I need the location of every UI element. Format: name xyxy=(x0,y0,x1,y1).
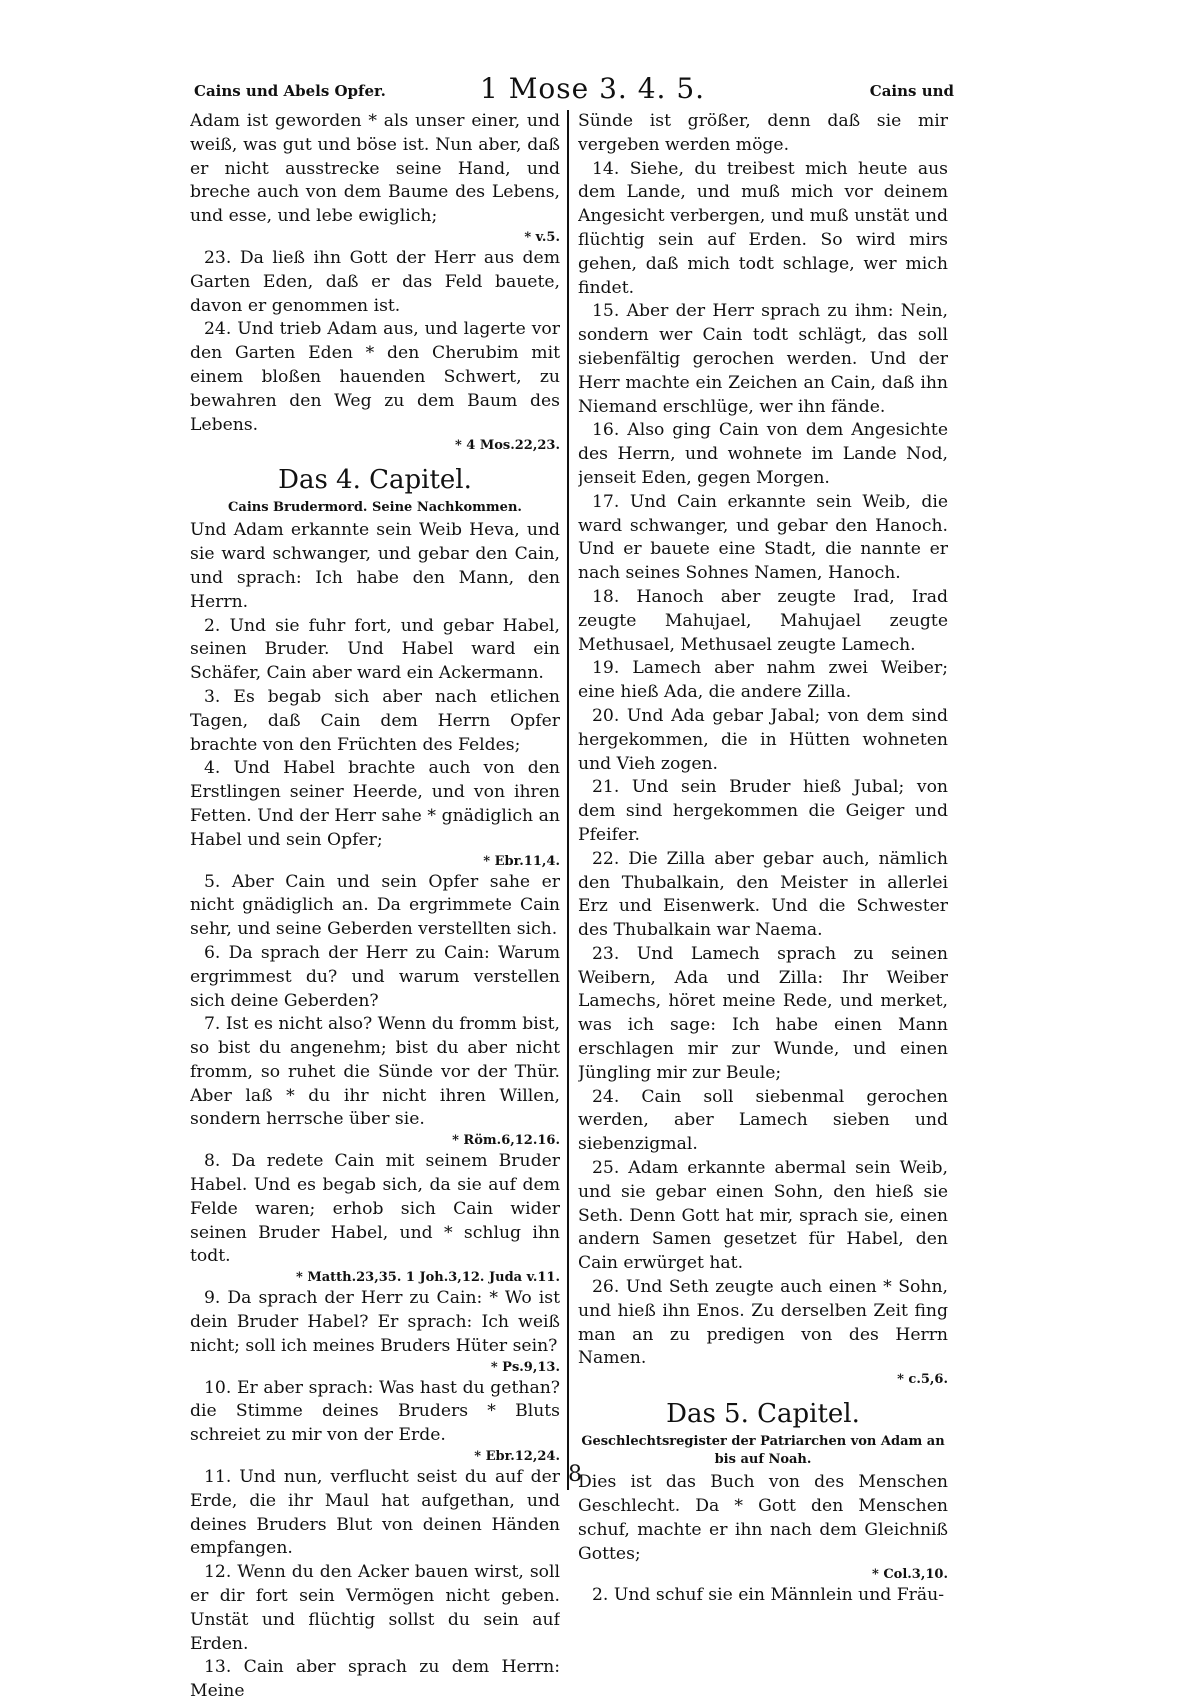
cross-reference: * v.5. xyxy=(524,229,560,245)
bible-page xyxy=(190,72,960,1702)
verse-19: 19. Lamech aber nahm zwei Weiber; eine hieß Ada, die andere Zilla. xyxy=(578,658,948,703)
verse-13: 13. Cain aber sprach zu dem Herrn: Meine xyxy=(190,1657,560,1702)
verse-18: 18. Hanoch aber zeugte Irad, Irad zeugte Mahujael, Mahujael zeugte Methusael, Methusael zeugte Lamech. xyxy=(578,586,948,655)
verse-14: 14. Siehe, du treibest mich heute aus dem Lande, und muß mich vor deinem Angesicht verbergen, und muß unstät und flüchtig sein auf Erden. So wird mirs gehen, daß mich todt schlage, wer mich findet. xyxy=(578,158,948,298)
verse-4: 4. Und Habel brachte auch von den Erstlingen seiner Heerde, und von ihren Fetten. Und der Herr sahe * gnädiglich an Habel und sein Opfer; xyxy=(190,758,560,850)
running-header xyxy=(190,72,960,112)
chapter-5-title: Das 5. Capitel. xyxy=(666,1399,860,1430)
right-column xyxy=(578,110,948,1608)
verse-23: 23. Da ließ ihn Gott der Herr aus dem Garten Eden, daß er das Feld bauete, davon er genommen ist. xyxy=(190,247,560,316)
page-number: 8 xyxy=(568,1462,582,1487)
verse-text: Sünde ist größer, denn daß sie mir vergeben werden möge. xyxy=(578,111,948,155)
verse-20: 20. Und Ada gebar Jabal; von dem sind hergekommen, die in Hütten wohneten und Vieh zogen. xyxy=(578,705,948,774)
cross-reference: * Col.3,10. xyxy=(872,1567,948,1583)
verse-17: 17. Und Cain erkannte sein Weib, die ward schwanger, und gebar den Hanoch. Und er bauete eine Stadt, die nannte er nach seines Sohnes Namen, Hanoch. xyxy=(578,491,948,584)
cross-reference: * Ebr.12,24. xyxy=(474,1449,560,1465)
verse-25: 25. Adam erkannte abermal sein Weib, und sie gebar einen Sohn, den hieß sie Seth. Denn Gott hat mir, sprach sie, einen andern Samen gesetzet für Habel, den Cain erwürget hat. xyxy=(578,1158,948,1274)
header-left: Cains und Abels Opfer. xyxy=(194,82,386,100)
verse-24: 24. Cain soll siebenmal gerochen werden, aber Lamech sieben und siebenzigmal. xyxy=(578,1086,948,1155)
verse-9: 9. Da sprach der Herr zu Cain: * Wo ist dein Bruder Habel? Er sprach: Ich weiß nicht; soll ich meines Bruders Hüter sein? xyxy=(190,1288,560,1356)
cross-reference: * Matth.23,35. 1 Joh.3,12. Juda v.11. xyxy=(296,1270,560,1286)
verse-23: 23. Und Lamech sprach zu seinen Weibern, Ada und Zilla: Ihr Weiber Lamechs, höret meine Rede, und merket, was ich sage: Ich habe einen Mann erschlagen mir zur Wunde, und einen Jüngling mir zur Beule; xyxy=(578,943,948,1083)
verse-16: 16. Also ging Cain von dem Angesichte des Herrn, und wohnete im Lande Nod, jenseit Eden, gegen Morgen. xyxy=(578,420,948,488)
verse-7: 7. Ist es nicht also? Wenn du fromm bist, so bist du angenehm; bist du aber nicht fromm, so ruhet die Sünde vor der Thür. Aber laß * du ihr nicht ihren Willen, sondern herrsche über sie. xyxy=(190,1014,560,1130)
header-center: 1 Mose 3. 4. 5. xyxy=(480,72,706,105)
verse-24: 24. Und trieb Adam aus, und lagerte vor den Garten Eden * den Cherubim mit einem bloßen hauenden Schwert, zu bewahren den Weg zu dem Baum des Lebens. xyxy=(190,319,560,435)
verse-6: 6. Da sprach der Herr zu Cain: Warum ergrimmest du? und warum verstellen sich deine Geberden? xyxy=(190,942,560,1011)
verse-8: 8. Da redete Cain mit seinem Bruder Habel. Und es begab sich, da sie auf dem Felde waren; erhob sich Cain wider seinen Bruder Habel, und * schlug ihn todt. xyxy=(190,1151,560,1267)
header-right: Cains und xyxy=(869,82,954,100)
chapter-4-title: Das 4. Capitel. xyxy=(278,465,472,496)
verse-11: 11. Und nun, verflucht seist du auf der Erde, die ihr Maul hat aufgethan, und deines Bruders Blut von deinen Händen empfangen. xyxy=(190,1467,560,1559)
chapter-4-summary: Cains Brudermord. Seine Nachkommen. xyxy=(228,500,522,516)
verse-21: 21. Und sein Bruder hieß Jubal; von dem sind hergekommen die Geiger und Pfeifer. xyxy=(578,777,948,845)
verse-5: 5. Aber Cain und sein Opfer sahe er nicht gnädiglich an. Da ergrimmete Cain sehr, und seine Geberden verstellten sich. xyxy=(190,871,560,940)
verse-text: Adam ist geworden * als unser einer, und weiß, was gut und böse ist. Nun aber, daß er nicht ausstrecke seine Hand, und breche auch von dem Baume des Lebens, und esse, und lebe ewiglich; xyxy=(190,111,560,227)
verse-12: 12. Wenn du den Acker bauen wirst, soll er dir fort sein Vermögen nicht geben. Unstät und flüchtig sollst du sein auf Erden. xyxy=(190,1562,560,1654)
verse-22: 22. Die Zilla aber gebar auch, nämlich den Thubalkain, den Meister in allerlei Erz und Eisenwerk. Und die Schwester des Thubalkain war Naema. xyxy=(578,848,948,941)
cross-reference: * Röm.6,12.16. xyxy=(452,1133,560,1149)
verse-2: 2. Und sie fuhr fort, und gebar Habel, seinen Bruder. Und Habel ward ein Schäfer, Cain aber ward ein Ackermann. xyxy=(190,615,560,684)
verse-15: 15. Aber der Herr sprach zu ihm: Nein, sondern wer Cain todt schlägt, das soll siebenfältig gerochen werden. Und der Herr machte ein Zeichen an Cain, daß ihn Niemand erschlüge, wer ihn fände. xyxy=(578,301,948,417)
verse-3: 3. Es begab sich aber nach etlichen Tagen, daß Cain dem Herrn Opfer brachte von den Früchten des Feldes; xyxy=(190,686,560,755)
cross-reference: * Ps.9,13. xyxy=(490,1359,560,1375)
verse-1: Und Adam erkannte sein Weib Heva, und sie ward schwanger, und gebar den Cain, und sprach: Ich habe den Mann, den Herrn. xyxy=(190,520,560,612)
verse-2: 2. Und schuf sie ein Männlein und Fräu- xyxy=(592,1585,944,1606)
verse-1: Dies ist das Buch von des Menschen Geschlecht. Da * Gott den Menschen schuf, machte er ihn nach dem Gleichniß Gottes; xyxy=(578,1472,948,1564)
chapter-5-summary: Geschlechtsregister der Patriarchen von Adam an bis auf Noah. xyxy=(581,1434,945,1468)
cross-reference: * 4 Mos.22,23. xyxy=(454,438,560,454)
verse-26: 26. Und Seth zeugte auch einen * Sohn, und hieß ihn Enos. Zu derselben Zeit fing man an zu predigen von des Herrn Namen. xyxy=(578,1277,948,1369)
cross-reference: * Ebr.11,4. xyxy=(483,853,560,869)
cross-reference: * c.5,6. xyxy=(897,1372,948,1388)
verse-10: 10. Er aber sprach: Was hast du gethan? die Stimme deines Bruders * Bluts schreiet zu mir von der Erde. xyxy=(190,1377,560,1446)
column-divider xyxy=(567,110,569,1490)
